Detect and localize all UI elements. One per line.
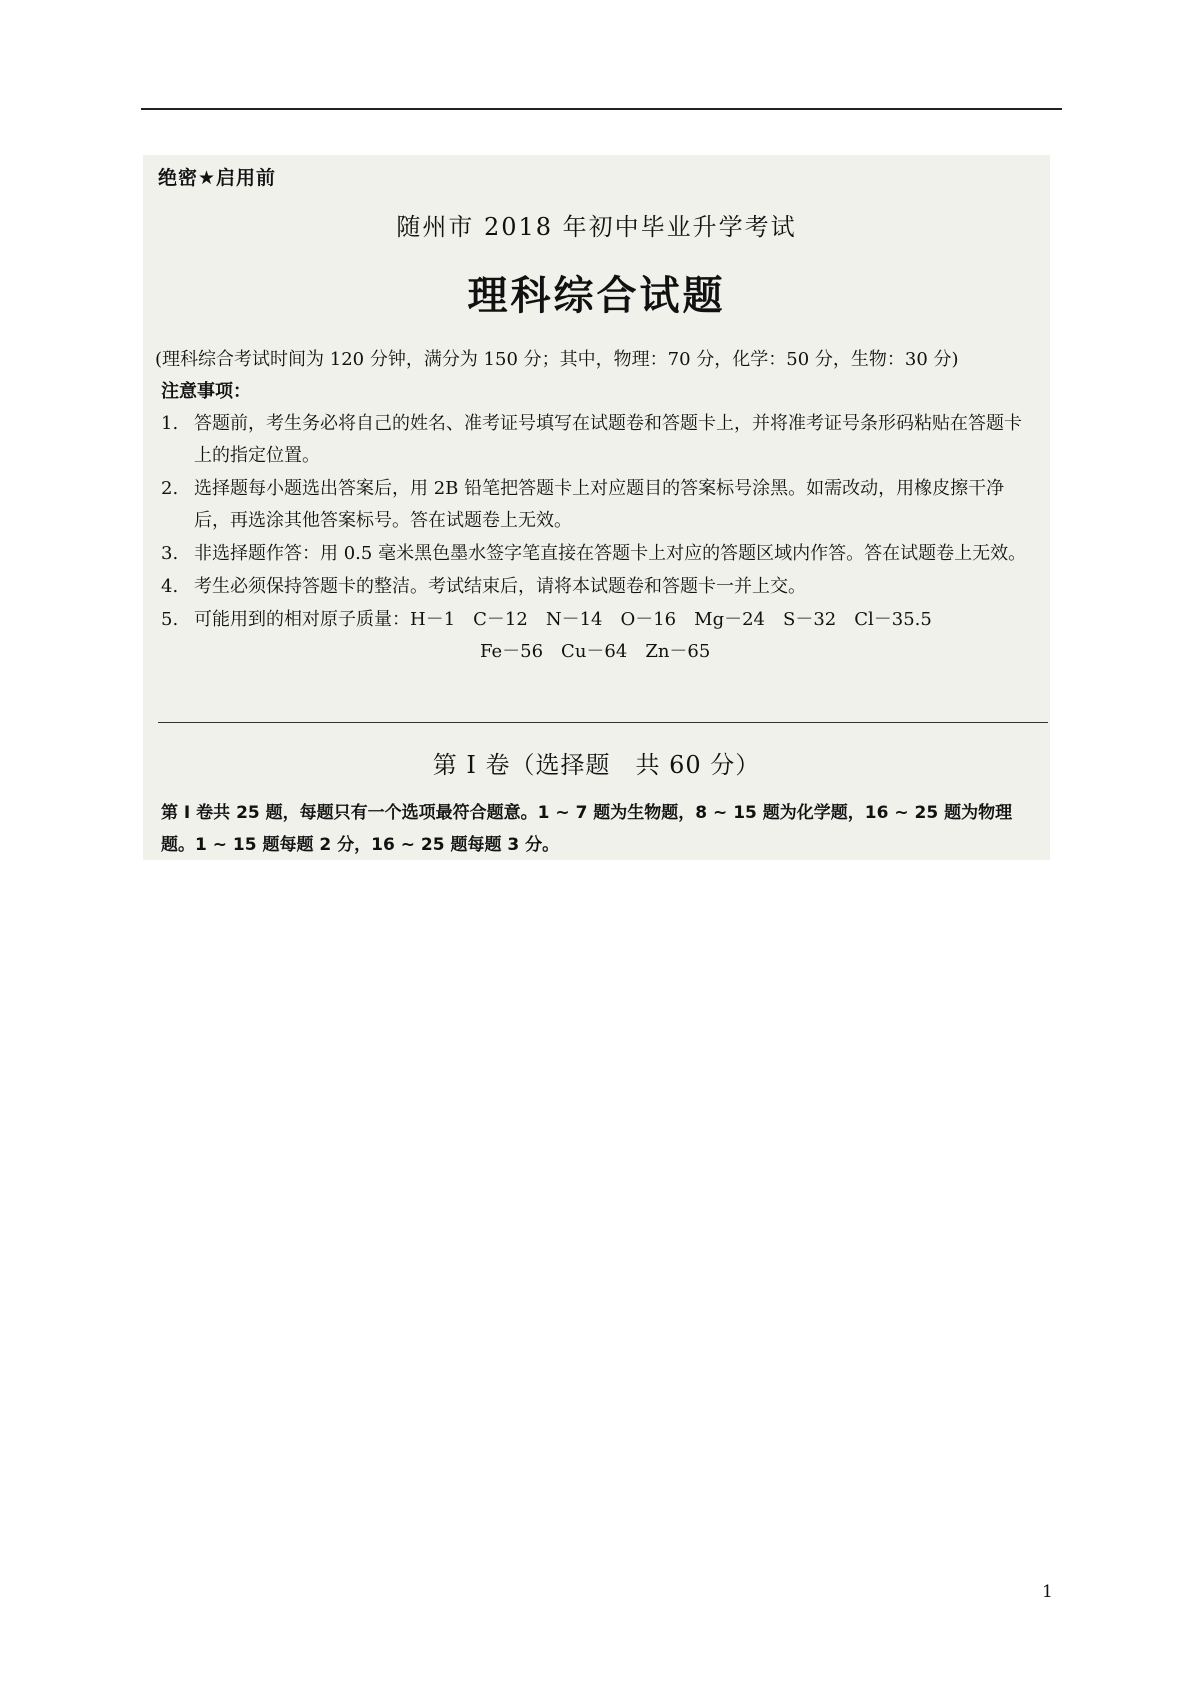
note-item-atomic-masses: [161, 604, 1031, 668]
atomic-masses-continued: Fe－56 Cu－64 Zn－65: [480, 641, 711, 662]
note-text: 答题前，考生务必将自己的姓名、准考证号填写在试题卷和答题卡上，并将准考证号条形码粘贴在答题卡上的指定位置。: [194, 413, 1022, 466]
notes-list: [161, 408, 1031, 669]
exam-name: 随州市 2018 年初中毕业升学考试: [396, 213, 797, 241]
note-text: 非选择题作答：用 0.5 毫米黑色墨水签字笔直接在答题卡上对应的答题区域内作答。答在试题卷上无效。: [194, 543, 1027, 564]
section-divider: [158, 722, 1048, 723]
note-number: 5.: [161, 609, 179, 630]
exam-time-note: (理科综合考试时间为 120 分钟，满分为 150 分；其中，物理：70 分，化学：50 分，生物：30 分): [155, 349, 959, 370]
section-description: 第 I 卷共 25 题，每题只有一个选项最符合题意。1 ~ 7 题为生物题，8 ~ 15 题为化学题，16 ~ 25 题为物理题。1 ~ 15 题每题 2 分，16 ~ 25 题每题 3 分。: [161, 803, 1013, 855]
notes-heading: 注意事项：: [161, 381, 251, 402]
page-number: 1: [1042, 1582, 1053, 1602]
note-item: [161, 408, 1031, 472]
note-number: 1.: [161, 413, 179, 434]
note-text: 可能用到的相对原子质量：H－1 C－12 N－14 O－16 Mg－24 S－32 Cl－35.5: [194, 609, 932, 630]
confidential-mark: 绝密★启用前: [158, 167, 277, 189]
section-title: 第 I 卷（选择题 共 60 分）: [432, 751, 761, 779]
note-number: 4.: [161, 576, 179, 597]
note-text: 考生必须保持答题卡的整洁。考试结束后，请将本试题卷和答题卡一并上交。: [194, 576, 806, 597]
note-text: 选择题每小题选出答案后，用 2B 铅笔把答题卡上对应题目的答案标号涂黑。如需改动，用橡皮擦干净后，再选涂其他答案标号。答在试题卷上无效。: [194, 478, 1005, 531]
note-number: 2.: [161, 478, 179, 499]
scanned-exam-header: [143, 155, 1050, 860]
note-item: [161, 571, 1031, 603]
paper-title: 理科综合试题: [467, 273, 726, 319]
note-item: [161, 538, 1031, 570]
note-item: [161, 473, 1031, 537]
note-number: 3.: [161, 543, 179, 564]
header-rule: [141, 108, 1062, 110]
